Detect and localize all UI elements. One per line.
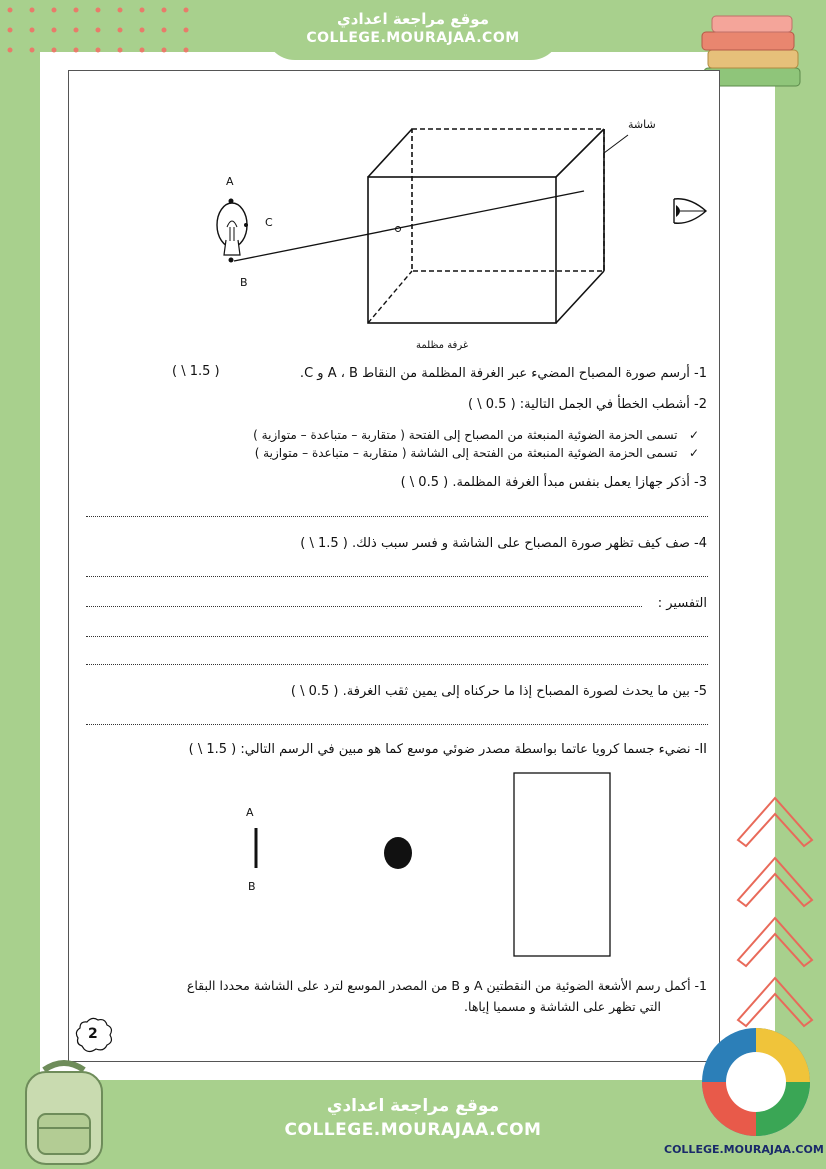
question-2-item-2	[255, 446, 699, 460]
question-4: 4- صف كيف تظهر صورة المصباح على الشاشة و فسر سبب ذلك. ( 1.5 \ )	[300, 536, 707, 551]
answer-line[interactable]	[86, 636, 708, 637]
question-1-score: ( 1.5 \ )	[172, 364, 220, 379]
question-II: II- نضيء جسما كرويا عاتما بواسطة مصدر ضوئي موسع كما هو مبين في الرسم التالي: ( 1.5 \ )	[188, 742, 707, 757]
header-banner	[265, 2, 561, 60]
lamp-icon	[217, 199, 248, 263]
item-2-text: تسمى الحزمة الضوئية المنبعثة من الفتحة إلى الشاشة ( متقاربة – متباعدة – متوازية )	[254, 446, 678, 460]
answer-line[interactable]	[86, 724, 708, 725]
dark-room-figure	[200, 115, 720, 355]
backpack-icon	[14, 1058, 114, 1168]
point-c-label: C	[265, 216, 273, 229]
answer-line[interactable]	[86, 664, 708, 665]
answer-line[interactable]	[86, 606, 642, 607]
screen-label: شاشة	[628, 118, 656, 131]
question-2-item-1	[253, 428, 699, 442]
page-number: 2	[88, 1026, 98, 1042]
question-3: 3- أذكر جهازا يعمل بنفس مبدأ الغرفة المظلمة. ( 0.5 \ )	[400, 475, 707, 490]
site-logo-icon	[696, 1024, 816, 1142]
chevron-decoration	[730, 790, 820, 1050]
point-a-label: A	[226, 175, 234, 188]
question-2: 2- أشطب الخطأ في الجمل التالية: ( 0.5 \ )	[468, 397, 707, 412]
check-icon: ✓	[688, 428, 699, 442]
question-5: 5- بين ما يحدث لصورة المصباح إذا ما حركناه إلى يمين ثقب الغرفة. ( 0.5 \ )	[290, 684, 707, 699]
answer-line[interactable]	[86, 576, 708, 577]
eye-icon	[674, 199, 706, 224]
footer-site-arabic: موقع مراجعة اعدادي	[326, 1096, 500, 1116]
header-site-url[interactable]: COLLEGE.MOURAJAA.COM	[306, 30, 520, 46]
source-point-b: B	[248, 880, 256, 893]
footer-site-url[interactable]: COLLEGE.MOURAJAA.COM	[284, 1120, 542, 1140]
question-II-1-line-2: التي تظهر على الشاشة و مسميا إياها.	[464, 999, 661, 1014]
explanation-label: التفسير :	[657, 596, 707, 611]
check-icon: ✓	[688, 446, 699, 460]
header-site-arabic: موقع مراجعة اعدادي	[337, 10, 489, 28]
decorative-dots	[4, 4, 204, 64]
footer-banner	[265, 1080, 561, 1169]
shadow-figure	[240, 770, 620, 960]
point-b-label: B	[240, 276, 248, 289]
dark-room-label: غرفة مظلمة	[416, 340, 469, 351]
question-II-1-line-1: 1- أكمل رسم الأشعة الضوئية من النقطتين A و B من المصدر الموسع لترد على الشاشة محددا البقاع	[186, 978, 707, 993]
opaque-sphere	[384, 837, 412, 869]
item-1-text: تسمى الحزمة الضوئية المنبعثة من المصباح إلى الفتحة ( متقاربة – متباعدة – متوازية )	[253, 428, 678, 442]
question-1: 1- أرسم صورة المصباح المضيء عبر الغرفة المظلمة من النقاط A ، B و C.	[299, 366, 707, 381]
logo-url[interactable]: COLLEGE.MOURAJAA.COM	[664, 1143, 824, 1156]
answer-line[interactable]	[86, 516, 708, 517]
screen	[514, 773, 610, 956]
source-point-a: A	[246, 806, 254, 819]
